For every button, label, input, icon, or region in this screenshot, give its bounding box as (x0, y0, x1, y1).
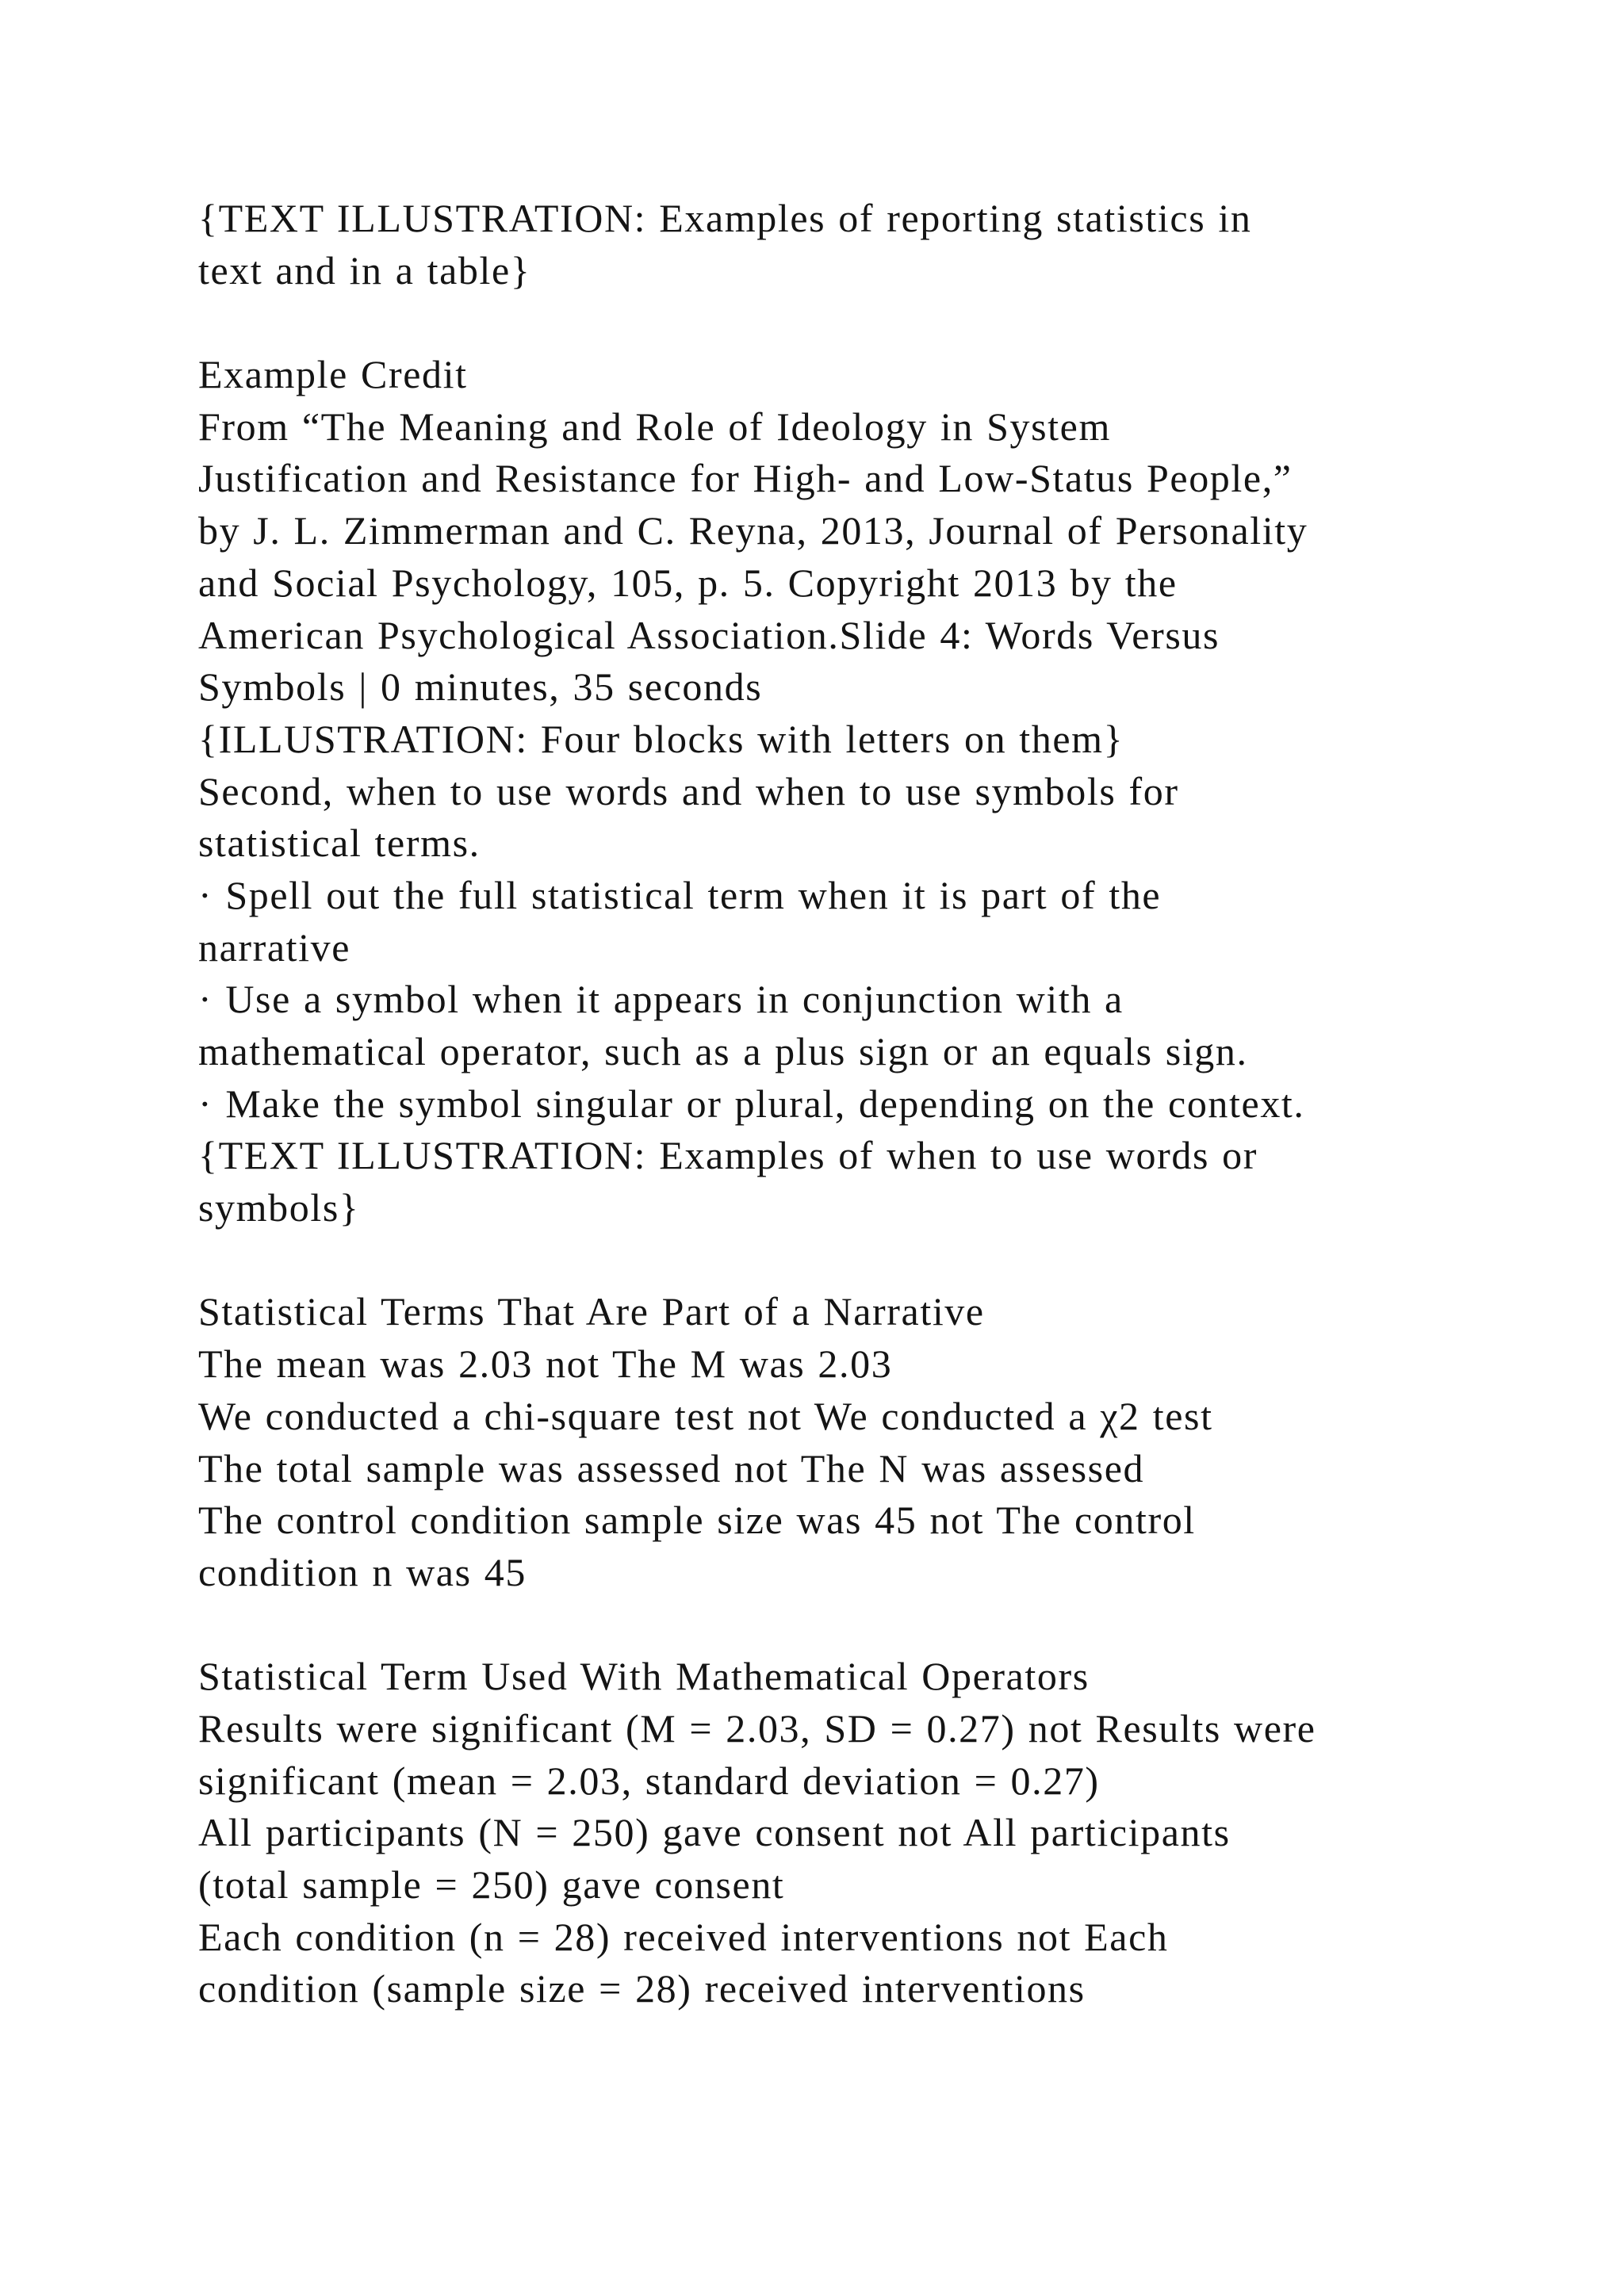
text-line: The total sample was assessed not The N was assessed (198, 1445, 1145, 1490)
text-line: We conducted a chi-square test not We conducted a χ2 test (198, 1393, 1213, 1438)
section-heading: Statistical Terms That Are Part of a Narrative (198, 1289, 985, 1334)
text-line: symbols} (198, 1185, 360, 1230)
text-line: {ILLUSTRATION: Four blocks with letters on them} (198, 716, 1124, 761)
text-line: All participants (N = 250) gave consent not All participants (198, 1810, 1231, 1855)
text-line: {TEXT ILLUSTRATION: Examples of when to use words or (198, 1133, 1258, 1178)
text-line: condition n was 45 (198, 1549, 527, 1594)
text-line: and Social Psychology, 105, p. 5. Copyright 2013 by the (198, 560, 1178, 605)
text-line: The control condition sample size was 45 not The control (198, 1498, 1196, 1543)
paragraph-gap (198, 297, 1530, 349)
paragraph-gap (198, 1599, 1530, 1651)
narrative-terms-section (198, 1286, 1530, 1598)
text-line: American Psychological Association.Slide 4: Words Versus (198, 612, 1220, 657)
text-line: Justification and Resistance for High- and Low-Status People,” (198, 456, 1293, 501)
text-line: Results were significant (M = 2.03, SD = 0.27) not Results were (198, 1705, 1316, 1751)
text-line: significant (mean = 2.03, standard deviation = 0.27) (198, 1758, 1100, 1803)
document-page (198, 193, 1530, 2015)
text-line: condition (sample size = 28) received interventions (198, 1966, 1086, 2011)
text-line: mathematical operator, such as a plus sign or an equals sign. (198, 1029, 1248, 1073)
text-illustration-heading (198, 193, 1530, 297)
text-line: text and in a table} (198, 247, 531, 293)
text-line: The mean was 2.03 not The M was 2.03 (198, 1341, 893, 1387)
example-credit (198, 349, 1530, 1234)
text-line: (total sample = 250) gave consent (198, 1862, 785, 1907)
text-line: Second, when to use words and when to use symbols for (198, 768, 1179, 813)
paragraph-gap (198, 1234, 1530, 1287)
operator-terms-section (198, 1651, 1530, 2015)
text-line: From “The Meaning and Role of Ideology in System (198, 404, 1111, 449)
text-line: Symbols | 0 minutes, 35 seconds (198, 664, 763, 710)
section-heading: Example Credit (198, 352, 468, 397)
bullet-item: · Spell out the full statistical term when it is part of the (198, 872, 1162, 917)
text-line: {TEXT ILLUSTRATION: Examples of reporting statistics in (198, 196, 1252, 240)
text-line: by J. L. Zimmerman and C. Reyna, 2013, Journal of Personality (198, 508, 1308, 553)
text-line: narrative (198, 924, 351, 970)
section-heading: Statistical Term Used With Mathematical Operators (198, 1654, 1090, 1699)
text-line: Each condition (n = 28) received interventions not Each (198, 1914, 1169, 1959)
text-line: statistical terms. (198, 821, 481, 866)
bullet-item: · Make the symbol singular or plural, depending on the context. (198, 1081, 1305, 1126)
bullet-item: · Use a symbol when it appears in conjunction with a (198, 977, 1124, 1022)
